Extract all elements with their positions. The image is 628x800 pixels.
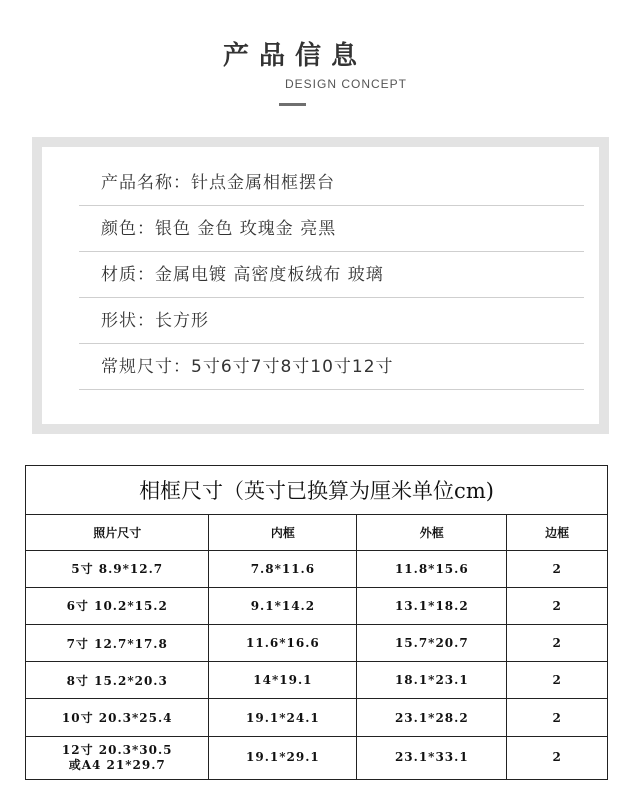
table-row [26,699,608,736]
info-row-material: 材质：金属电镀 高密度板绒布 玻璃 [79,252,584,298]
page-subtitle: DESIGN CONCEPT [285,77,408,91]
cell-inner-frame: 11.6*16.6 [209,625,357,662]
cell-photo-size: 10寸 20.3*25.4 [26,699,209,736]
product-info-inner [42,147,599,424]
cell-photo-size: 7寸 12.7*17.8 [26,625,209,662]
cell-border: 2 [507,625,608,662]
size-table-caption: 相框尺寸（英寸已换算为厘米单位cm) [26,466,608,515]
cell-outer-frame: 23.1*28.2 [357,699,507,736]
cell-photo-size: 6寸 10.2*15.2 [26,587,209,624]
size-table [25,465,608,780]
cell-outer-frame: 13.1*18.2 [357,587,507,624]
table-row [26,736,608,779]
cell-outer-frame: 23.1*33.1 [357,736,507,779]
cell-outer-frame: 18.1*23.1 [357,662,507,699]
product-info-panel [32,137,609,434]
cell-border: 2 [507,736,608,779]
title-underline [279,103,306,106]
cell-photo-size: 8寸 15.2*20.3 [26,662,209,699]
cell-outer-frame: 11.8*15.6 [357,550,507,587]
info-row-sizes: 常规尺寸：5寸6寸7寸8寸10寸12寸 [79,344,584,390]
cell-photo-size-line1: 12寸 20.3*30.5 [61,742,173,757]
table-header-row [26,515,608,550]
cell-inner-frame: 14*19.1 [209,662,357,699]
cell-outer-frame: 15.7*20.7 [357,625,507,662]
cell-border: 2 [507,587,608,624]
column-header-inner-frame: 内框 [209,515,357,550]
table-row [26,550,608,587]
cell-inner-frame: 7.8*11.6 [209,550,357,587]
table-row [26,587,608,624]
column-header-outer-frame: 外框 [357,515,507,550]
info-row-shape: 形状：长方形 [79,298,584,344]
cell-photo-size [26,736,209,779]
table-row [26,625,608,662]
table-row [26,662,608,699]
cell-photo-size-line2: 或A4 21*29.7 [68,757,166,772]
cell-inner-frame: 19.1*24.1 [209,699,357,736]
info-row-color: 颜色：银色 金色 玫瑰金 亮黑 [79,206,584,252]
cell-inner-frame: 19.1*29.1 [209,736,357,779]
cell-inner-frame: 9.1*14.2 [209,587,357,624]
cell-border: 2 [507,550,608,587]
column-header-border: 边框 [507,515,608,550]
cell-border: 2 [507,699,608,736]
cell-border: 2 [507,662,608,699]
cell-photo-size: 5寸 8.9*12.7 [26,550,209,587]
info-row-product-name: 产品名称：针点金属相框摆台 [79,160,584,206]
column-header-photo-size: 照片尺寸 [26,515,209,550]
page-title: 产品信息 [222,41,367,71]
